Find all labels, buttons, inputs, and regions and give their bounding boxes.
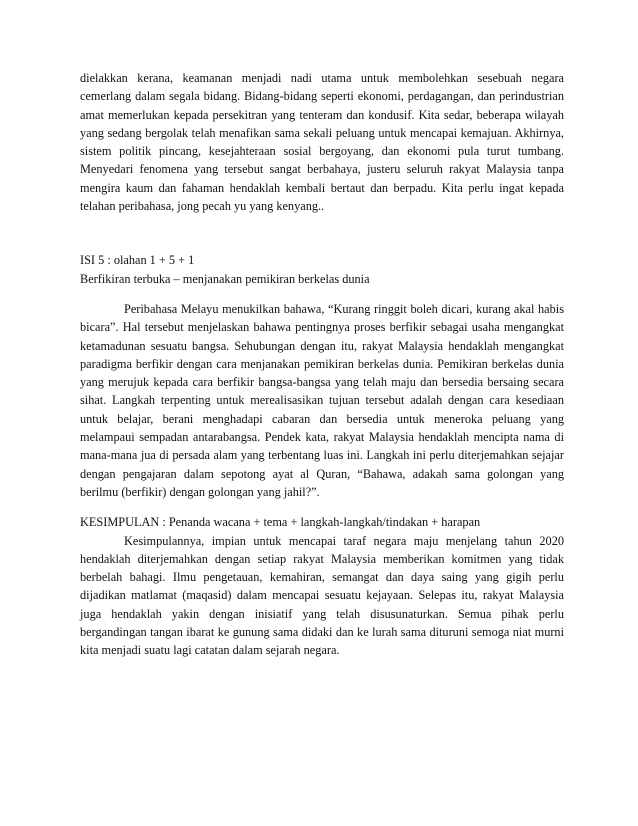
text-line: juga hendaklah yakin dengan inisiatif yang telah disusunaturkan. Semua pihak perlu xyxy=(80,606,564,621)
section-subheading: Berfikiran terbuka – menjanakan pemikiran berkelas dunia xyxy=(80,271,370,286)
text-line: melampaui sempadan antarabangsa. Pendek kata, rakyat Malaysia hendaklah mencipta nama di xyxy=(80,430,564,445)
text-line-first: Peribahasa Melayu menukilkan bahawa, “Kurang ringgit boleh dicari, kurang akal habis xyxy=(124,301,564,316)
text-line: sistem politik pincang, kesejahteraan sosial bergoyang, dan ekonomi pula turut tumbang. xyxy=(80,144,564,159)
section-heading: KESIMPULAN : Penanda wacana + tema + langkah-langkah/tindakan + harapan xyxy=(80,515,481,530)
intro-paragraph xyxy=(80,69,564,215)
isi5-section xyxy=(80,251,564,501)
text-line: ketamadunan sesuatu bangsa. Sehubungan dengan itu, rakyat Malaysia hendaklah mengangkat xyxy=(80,338,564,353)
text-line: dengan pengajaran dalam sepotong ayat al Quran, “Bahawa, adakah sama golongan yang xyxy=(80,466,564,481)
document-page xyxy=(80,69,564,660)
text-line-last: telahan peribahasa, jong pecah yu yang kenyang.. xyxy=(80,199,325,214)
text-line-last: berilmu (berfikir) dengan golongan yang jahil?”. xyxy=(80,484,320,499)
text-line: bicara”. Hal tersebut menjelaskan bahawa pentingnya proses berfikir sebagai usaha mengangkat xyxy=(80,320,564,335)
section-heading: ISI 5 : olahan 1 + 5 + 1 xyxy=(80,253,195,268)
text-line: paradigma berfikir dengan cara menjanakan pemikiran berkelas dunia. Pemikiran berkelas dunia xyxy=(80,356,564,371)
text-line-last: kita menjadi suatu lagi catatan dalam sejarah negara. xyxy=(80,643,340,658)
text-line: Menyedari fenomena yang tersebut sangat berbahaya, justeru seluruh rakyat Malaysia tanpa xyxy=(80,162,564,177)
text-line: dijadikan matlamat (maqasid) dalam mencapai sesuatu kejayaan. Selepas itu, rakyat Malaysia xyxy=(80,588,564,603)
text-line: amat memerlukan kepada persekitran yang tenteram dan kondusif. Kita sedar, beberapa wilayah xyxy=(80,107,564,122)
text-line: hendaklah diterjemahkan dengan setiap rakyat Malaysia memberikan komitmen yang tidak xyxy=(80,551,564,566)
text-line: dielakkan kerana, keamanan menjadi nadi utama untuk membolehkan sesebuah negara xyxy=(80,71,564,85)
text-line: cemerlang dalam segala bidang. Bidang-bidang seperti ekonomi, perdagangan, dan perindustrian xyxy=(80,89,564,104)
text-line: mengira kaum dan fahaman hendaklah kembali bertaut dan berpadu. Kita perlu ingat kepada xyxy=(80,180,564,195)
text-line: bergandingan tangan ibarat ke gunung sama didaki dan ke lurah sama dituruni semoga niat murni xyxy=(80,625,564,640)
kesimpulan-section xyxy=(80,513,564,659)
text-line: sihat. Langkah terpenting untuk merealisasikan tujuan tersebut adalah dengan cara kesediaan xyxy=(80,393,564,408)
text-line: yang merujuk kepada cara berfikir bangsa-bangsa yang telah maju dan bersedia bersaing secara xyxy=(80,375,564,390)
text-line: mana-mana jua di persada alam yang terbentang luas ini. Langkah ini perlu diterjemahkan sejajar xyxy=(80,448,564,463)
text-line: untuk belajar, berani menghadapi cabaran dan bersedia untuk meneroka peluang yang xyxy=(80,411,564,426)
text-line-first: Kesimpulannya, impian untuk mencapai taraf negara maju menjelang tahun 2020 xyxy=(124,533,564,548)
text-line: berbelah bahagi. Ilmu pengetauan, kemahiran, semangat dan daya saing yang gigih perlu xyxy=(80,570,564,585)
text-line: yang sedang bergolak telah menafikan sama sekali peluang untuk mencapai kemajuan. Akhirnya, xyxy=(80,125,564,140)
